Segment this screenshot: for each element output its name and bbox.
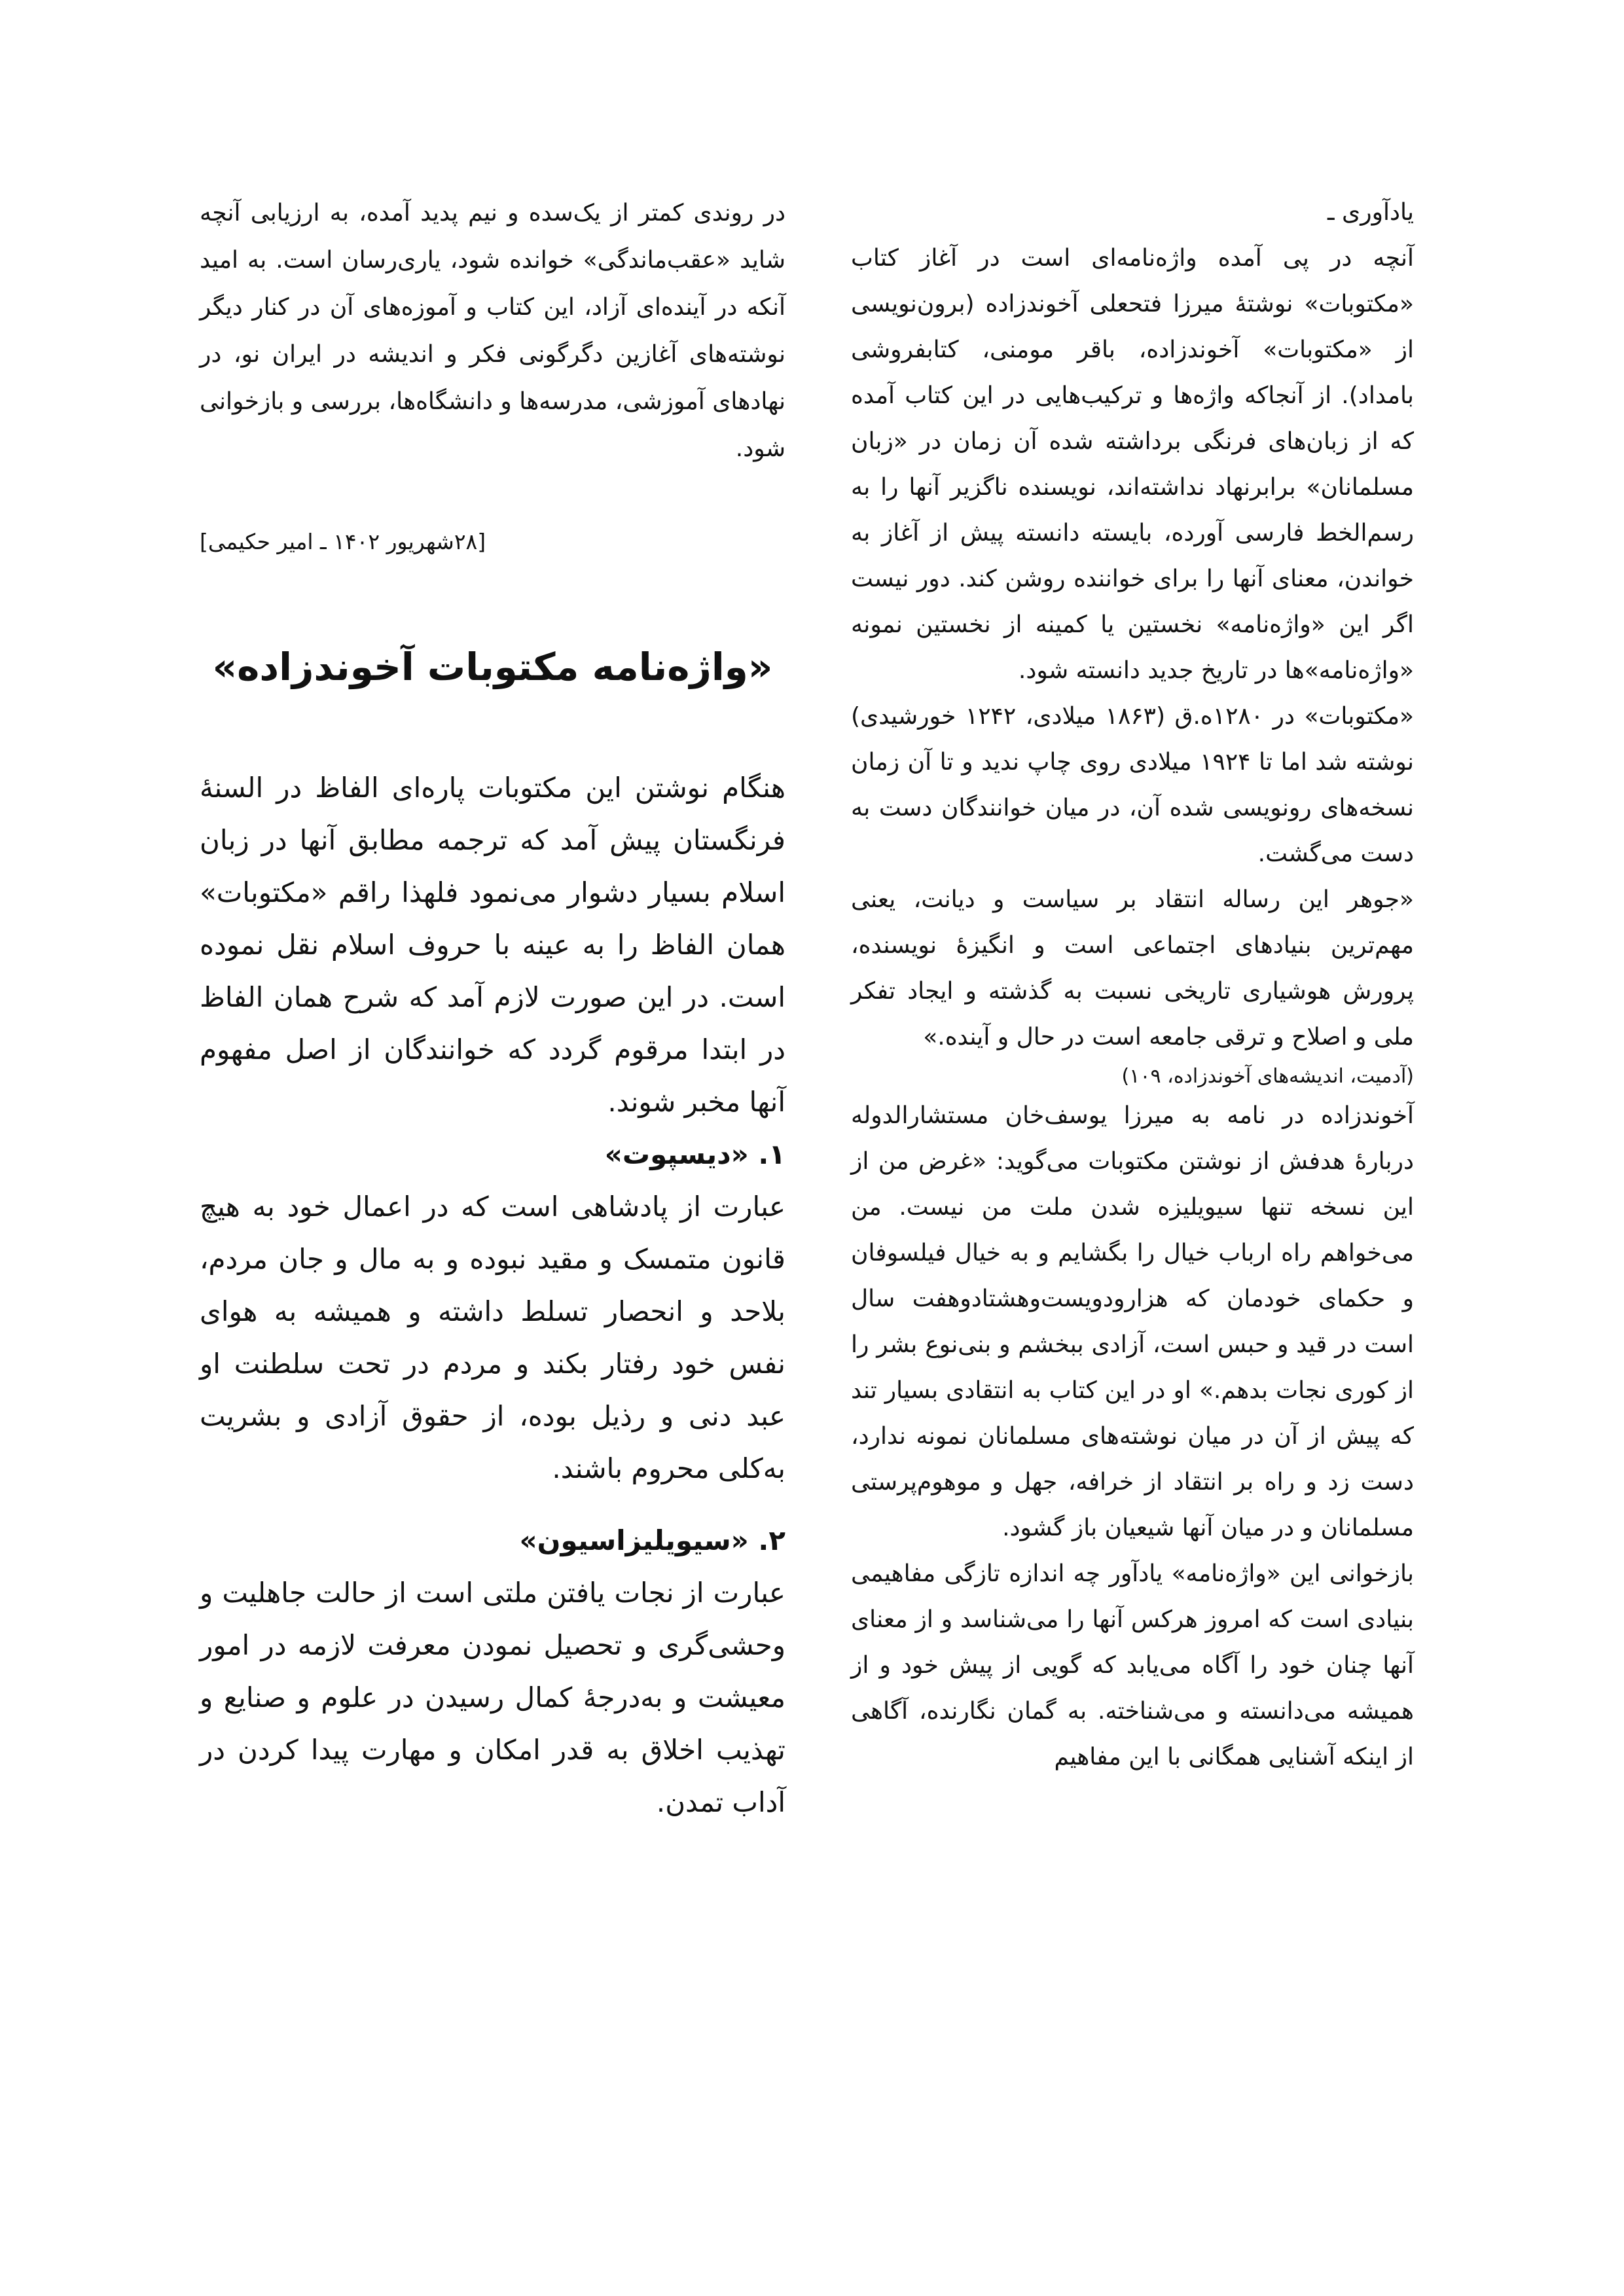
paragraph: بازخوانی این «واژه‌نامه» یادآور چه اندازه تازگی مفاهیمی بنیادی است که امروز هرکس آنها را می‌شناسد و از معنای آنها چنان خود را آگاه می‌یابد که گویی از پیش خود و از همیشه می‌دانسته و می‌شناخته. به گمان نگارنده، آگاهی از اینکه آشنایی همگانی با این مفاهیم: [851, 1560, 1414, 1770]
signature: [۲۸شهریور ۱۴۰۲ ـ امیر حکیمی]: [200, 529, 486, 554]
preface-paragraph: هنگام نوشتن این مکتوبات پاره‌ای الفاظ در السنهٔ فرنگستان پیش آمد که ترجمه مطابق آنها در زبان اسلام بسیار دشوار می‌نمود فلهذا راقم «مکتوبات» همان الفاظ را به عینه با حروف اسلام نقل نموده است. در این صورت لازم آمد که شرح همان الفاظ در ابتدا مرقوم گردد که خوانندگان از اصل مفهوم آنها مخبر شوند.: [200, 772, 785, 1118]
section-title: «واژه‌نامه مکتوبات آخوندزاده»: [212, 645, 773, 689]
reminder-heading: یادآوری ـ: [1327, 199, 1414, 226]
entry-term: ۱. «دیسپوت»: [604, 1138, 785, 1170]
citation: (آدمیت، اندیشه‌های آخوندزاده، ۱۰۹): [1121, 1065, 1414, 1088]
right-column: [851, 190, 1414, 1780]
quote-paragraph: «جوهر این رساله انتقاد بر سیاست و دیانت، یعنی مهم‌ترین بنیادهای اجتماعی است و انگیزهٔ نویسنده، پرورش هوشیاری تاریخی نسبت به گذشته و ایجاد تفکر ملی و اصلاح و ترقی جامعه است در حال و آینده.»: [851, 886, 1414, 1050]
entry-definition: عبارت از پادشاهی است که در اعمال خود به هیچ قانون متمسک و مقید نبوده و به مال و جان مردم، بلاحد و انحصار تسلط داشته و همیشه به هوای نفس خود رفتار بکند و مردم در تحت سلطنت او عبد دنی و رذیل بوده، از حقوق آزادی و بشریت به‌کلی محروم باشند.: [200, 1191, 785, 1484]
intro-paragraph: در روندی کمتر از یک‌سده و نیم پدید آمده، به ارزیابی آنچه شاید «عقب‌ماندگی» خوانده شود، یاری‌رسان است. به امید آنکه در آینده‌ای آزاد، این کتاب و آموزه‌های آن در کنار دیگر نوشته‌های آغازین دگرگونی فکر و اندیشه در ایران نو، در نهادهای آموزشی، مدرسه‌ها و دانشگاه‌ها، بررسی و بازخوانی شود.: [200, 200, 785, 462]
entry-term: ۲. «سیویلیزاسیون»: [519, 1524, 785, 1556]
paragraph: آنچه در پی آمده واژه‌نامه‌ای است در آغاز کتاب «مکتوبات» نوشتهٔ میرزا فتحعلی آخوندزاده (برون‌نویسی از «مکتوبات» آخوندزاده، باقر مومنی، کتابفروشی بامداد). از آنجاکه واژه‌ها و ترکیب‌هایی در این کتاب آمده که از زبان‌های فرنگی برداشته شده آن زمان در «زبان مسلمانان» برابرنهاد نداشته‌اند، نویسنده ناگزیر آنها را به رسم‌الخط فارسی آورده، بایسته دانسته پیش از آغاز به خواندن، معنای آنها را برای خواننده روشن کند. دور نیست اگر این «واژه‌نامه» نخستین یا کمینه از نخستین نمونه «واژه‌نامه»ها در تاریخ جدید دانسته شود.: [851, 245, 1414, 684]
paragraph: آخوندزاده در نامه به میرزا یوسف‌خان مستشارالدوله دربارهٔ هدفش از نوشتن مکتوبات می‌گوید: «غرض من از این نسخه تنها سیویلیزه شدن ملت من نیست. من می‌خواهم راه ارباب خیال را بگشایم و به خیال فیلسوفان و حکمای خودمان که هزارودویست‌وهشتادوهفت سال است در قید و حبس است، آزادی ببخشم و بنی‌نوع بشر را از کوری نجات بدهم.» او در این کتاب به انتقادی بسیار تند که پیش از آن در میان نوشته‌های مسلمانان نمونه ندارد، دست زد و راه بر انتقاد از خرافه، جهل و موهوم‌پرستی مسلمانان و در میان آنها شیعیان باز گشود.: [851, 1102, 1414, 1541]
paragraph: «مکتوبات» در ۱۲۸۰ه.ق (۱۸۶۳ میلادی، ۱۲۴۲ خورشیدی) نوشته شد اما تا ۱۹۲۴ میلادی روی چاپ ندید و تا آن زمان نسخه‌های رونویسی شده آن، در میان خوانندگان دست به دست می‌گشت.: [851, 703, 1415, 867]
entry-definition: عبارت از نجات یافتن ملتی است از حالت جاهلیت و وحشی‌گری و تحصیل نمودن معرفت لازمه در امور معیشت و به‌درجهٔ کمال رسیدن در علوم و صنایع و تهذیب اخلاق به قدر امکان و مهارت پیدا کردن در آداب تمدن.: [200, 1577, 785, 1818]
left-column: [200, 190, 785, 1829]
